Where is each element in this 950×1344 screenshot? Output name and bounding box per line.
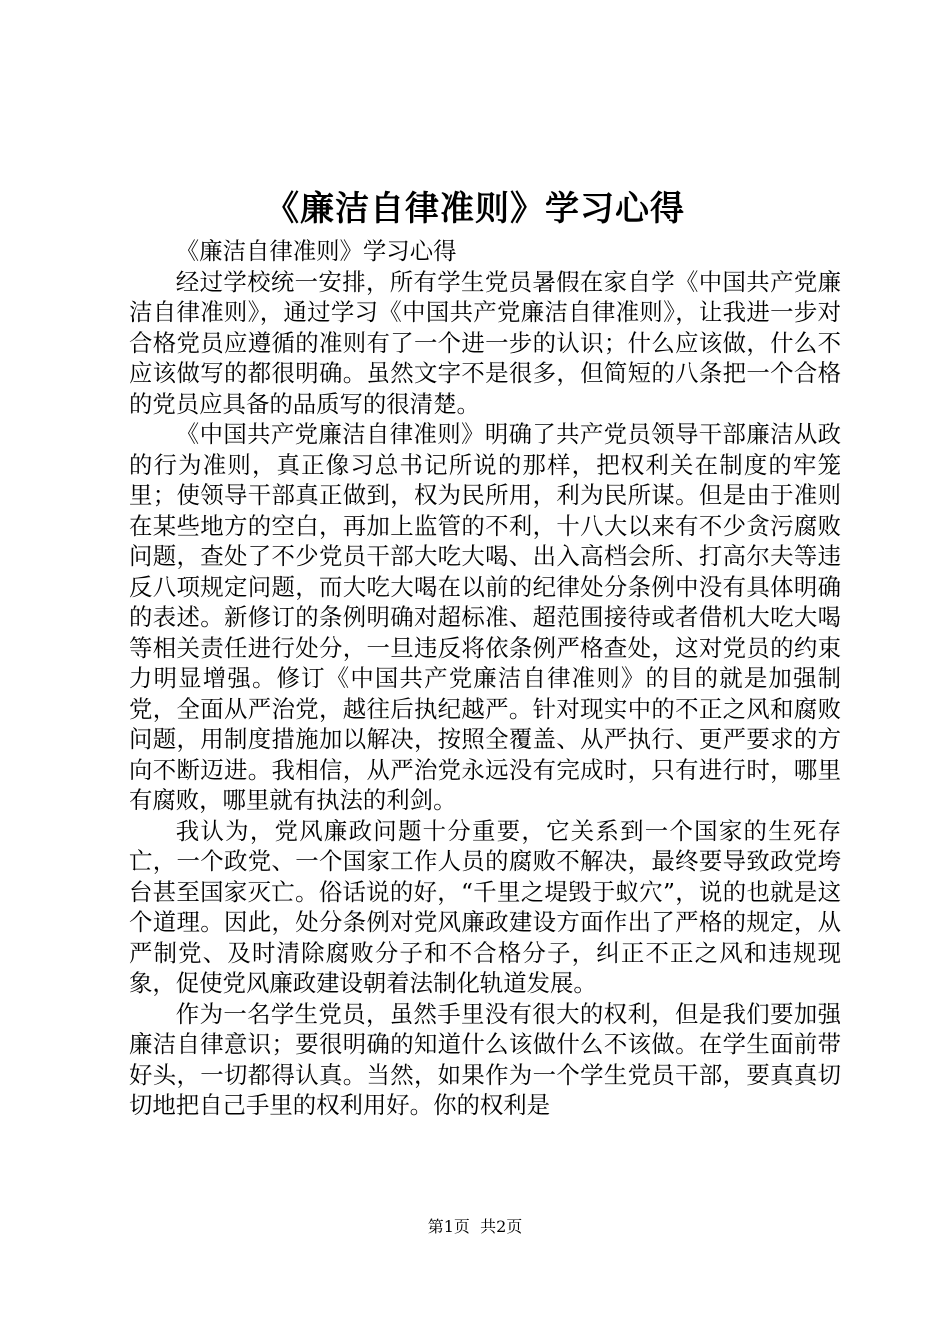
document-title: 《廉洁自律准则》学习心得	[265, 189, 685, 229]
page-footer: 第1页 共2页	[427, 1217, 523, 1236]
paragraph: 我认为，党风廉政问题十分重要，它关系到一个国家的生死存亡，一个政党、一个国家工作人员的腐败不解决，最终要导致政党垮台甚至国家灭亡。俗话说的好，“千里之堤毁于蚁穴”，说的也就是这个道理。因此，处分条例对党风廉政建设方面作出了严格的规定，从严制党、及时清除腐败分子和不合格分子，纠正不正之风和违规现象，促使党风廉政建设朝着法制化轨道发展。	[129, 816, 841, 997]
paragraph: 经过学校统一安排，所有学生党员暑假在家自学《中国共产党廉洁自律准则》，通过学习《中国共产党廉洁自律准则》，让我进一步对合格党员应遵循的准则有了一个进一步的认识；什么应该做，什么不应该做写的都很明确。虽然文字不是很多，但简短的八条把一个合格的党员应具备的品质写的很清楚。	[129, 267, 841, 418]
paragraph: 《中国共产党廉洁自律准则》明确了共产党员领导干部廉洁从政的行为准则，真正像习总书记所说的那样，把权利关在制度的牢笼里；使领导干部真正做到，权为民所用，利为民所谋。但是由于准则在某些地方的空白，再加上监管的不利，十八大以来有不少贪污腐败问题，查处了不少党员干部大吃大喝、出入高档会所、打高尔夫等违反八项规定问题，而大吃大喝在以前的纪律处分条例中没有具体明确的表述。新修订的条例明确对超标准、超范围接待或者借机大吃大喝等相关责任进行处分，一旦违反将依条例严格查处，这对党员的约束力明显增强。修订《中国共产党廉洁自律准则》的目的就是加强制党，全面从严治党，越往后执纪越严。针对现实中的不正之风和腐败问题，用制度措施加以解决，按照全覆盖、从严执行、更严要求的方向不断迈进。我相信，从严治党永远没有完成时，只有进行时，哪里有腐败，哪里就有执法的利剑。	[129, 420, 841, 814]
paragraph: 《廉洁自律准则》学习心得	[175, 237, 457, 265]
paragraph: 作为一名学生党员，虽然手里没有很大的权利，但是我们要加强廉洁自律意识；要很明确的知道什么该做什么不该做。在学生面前带好头，一切都得认真。当然，如果作为一个学生党员干部，要真真切切地把自己手里的权利用好。你的权利是	[129, 999, 841, 1119]
document-body	[129, 236, 841, 1121]
